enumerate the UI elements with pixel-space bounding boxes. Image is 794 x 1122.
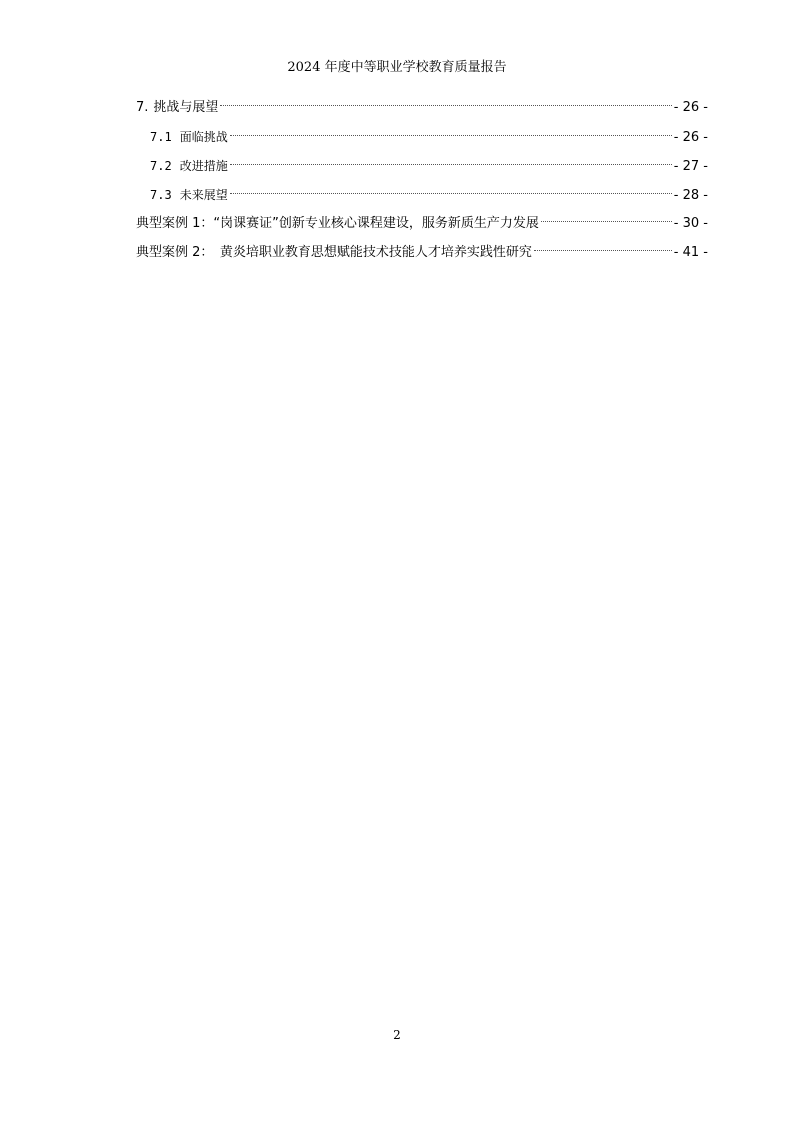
toc-entry-title: 典型案例 1：“岗课赛证”创新专业核心课程建设，服务新质生产力发展 [136, 216, 539, 231]
toc-dot-leader [230, 193, 672, 194]
toc-entry-title: 典型案例 2： 黄炎培职业教育思想赋能技术技能人才培养实践性研究 [136, 245, 532, 260]
toc-entry-improvements[interactable] [136, 154, 708, 183]
toc-entry-page: - 26 - [673, 100, 708, 115]
toc-entry-number: 7.2 [150, 159, 172, 173]
toc-dot-leader [541, 221, 672, 222]
toc-entry-title: 改进措施 [179, 159, 228, 173]
toc-dot-leader [220, 105, 671, 106]
toc-entry-number: 7.3 [150, 188, 172, 202]
toc-entry-title: 挑战与展望 [153, 100, 219, 115]
toc-entry-future-outlook[interactable] [136, 183, 708, 212]
toc-entry-title: 面临挑战 [179, 130, 228, 144]
toc-entry-page: - 30 - [673, 216, 708, 231]
page-number: 2 [393, 1028, 401, 1042]
toc-entry-page: - 27 - [673, 159, 708, 174]
toc-entry-page: - 41 - [673, 245, 708, 260]
toc-dot-leader [534, 250, 672, 251]
table-of-contents [136, 96, 708, 270]
toc-entry-challenges[interactable] [136, 125, 708, 154]
toc-entry-number: 7. [136, 100, 149, 115]
toc-entry-case-2[interactable] [136, 241, 708, 270]
toc-entry-challenges-outlook[interactable] [136, 96, 708, 125]
toc-entry-title: 未来展望 [179, 188, 228, 202]
toc-entry-page: - 26 - [673, 130, 708, 145]
toc-entry-case-1[interactable] [136, 212, 708, 241]
toc-dot-leader [230, 164, 672, 165]
toc-entry-page: - 28 - [673, 188, 708, 203]
toc-entry-number: 7.1 [150, 130, 172, 144]
toc-dot-leader [230, 135, 672, 136]
page-header: 2024 年度中等职业学校教育质量报告 [287, 60, 507, 75]
